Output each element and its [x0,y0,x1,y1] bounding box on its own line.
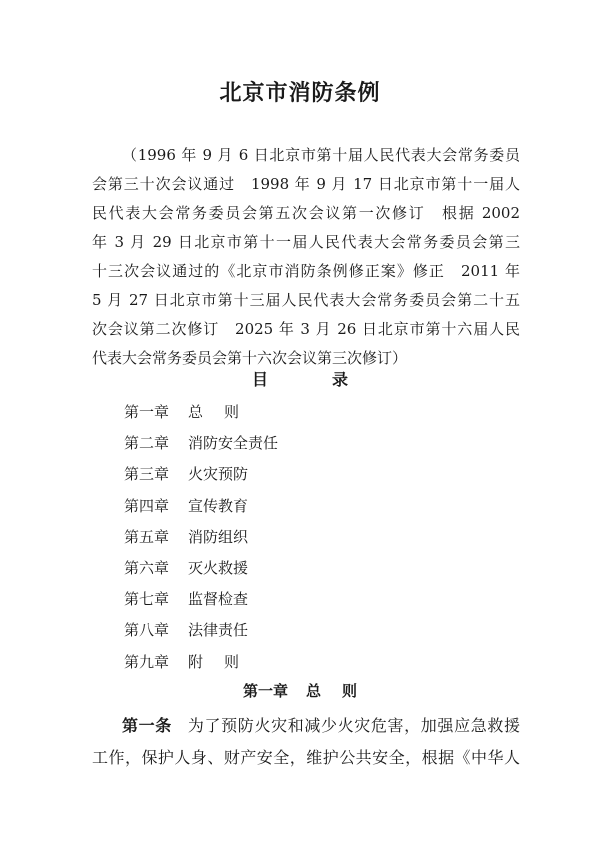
article-line: 工作，保护人身、财产安全，维护公共安全，根据《中华人 [92,748,520,767]
toc-chapter-name: 附则 [188,652,261,671]
toc-item [124,491,424,522]
article-line [92,710,520,742]
toc-item [124,522,424,553]
document-title: 北京市消防条例 [219,81,381,106]
chapter-name: 总则 [306,682,379,700]
toc-chapter-number: 第六章 [124,558,170,577]
toc-chapter-name: 消防安全责任 [188,434,279,453]
toc-heading [0,367,600,390]
toc-item [124,397,424,428]
toc-item [124,428,424,459]
toc-chapter-number: 第五章 [124,527,170,546]
toc-item [124,615,424,646]
toc-chapter-number: 第七章 [124,590,170,609]
toc-chapter-name: 监督检查 [188,590,249,609]
toc-heading-right: 录 [332,370,349,389]
preamble-line: （1996 年 9 月 6 日北京市第十届人民代表大会常务委员 [122,146,520,164]
toc-chapter-name: 总则 [188,403,261,421]
toc-chapter-number: 第一章 [124,403,170,421]
article-1 [92,710,520,774]
toc-chapter-name: 火灾预防 [188,465,249,484]
toc-item [124,459,424,490]
toc-chapter-name: 宣传教育 [188,496,249,515]
toc-heading-left: 目 [251,370,268,389]
article-number: 第一条 [122,716,172,735]
toc-chapter-number: 第九章 [124,652,170,671]
preamble-line: 代表大会常务委员会第十六次会议第三次修订） [92,349,408,367]
preamble-line: 年 3 月 29 日北京市第十一届人民代表大会常务委员会第三 [92,233,520,251]
preamble-line: 5 月 27 日北京市第十三届人民代表大会常务委员会第二十五 [92,291,520,309]
toc-item [124,553,424,584]
preamble-line: 会第三十次会议通过 1998 年 9 月 17 日北京市第十一届人 [92,175,520,193]
toc-chapter-number: 第八章 [124,621,170,640]
chapter-number: 第一章 [242,682,288,700]
toc-chapter-name: 消防组织 [188,527,249,546]
toc-item [124,584,424,615]
toc-chapter-name: 法律责任 [188,621,249,640]
preamble-line: 次会议第二次修订 2025 年 3 月 26 日北京市第十六届人民 [92,320,520,338]
toc-chapter-number: 第二章 [124,434,170,453]
chapter-heading [0,680,600,701]
toc-chapter-number: 第四章 [124,496,170,515]
legislative-history [92,141,520,373]
toc-item [124,647,424,678]
table-of-contents [124,397,424,678]
preamble-line: 十三次会议通过的《北京市消防条例修正案》修正 2011 年 [92,262,520,280]
preamble-line: 民代表大会常务委员会第五次会议第一次修订 根据 2002 [92,204,520,222]
toc-chapter-number: 第三章 [124,465,170,484]
article-text: 为了预防火灾和减少火灾危害，加强应急救援 [187,716,520,735]
toc-chapter-name: 灭火救援 [188,558,249,577]
